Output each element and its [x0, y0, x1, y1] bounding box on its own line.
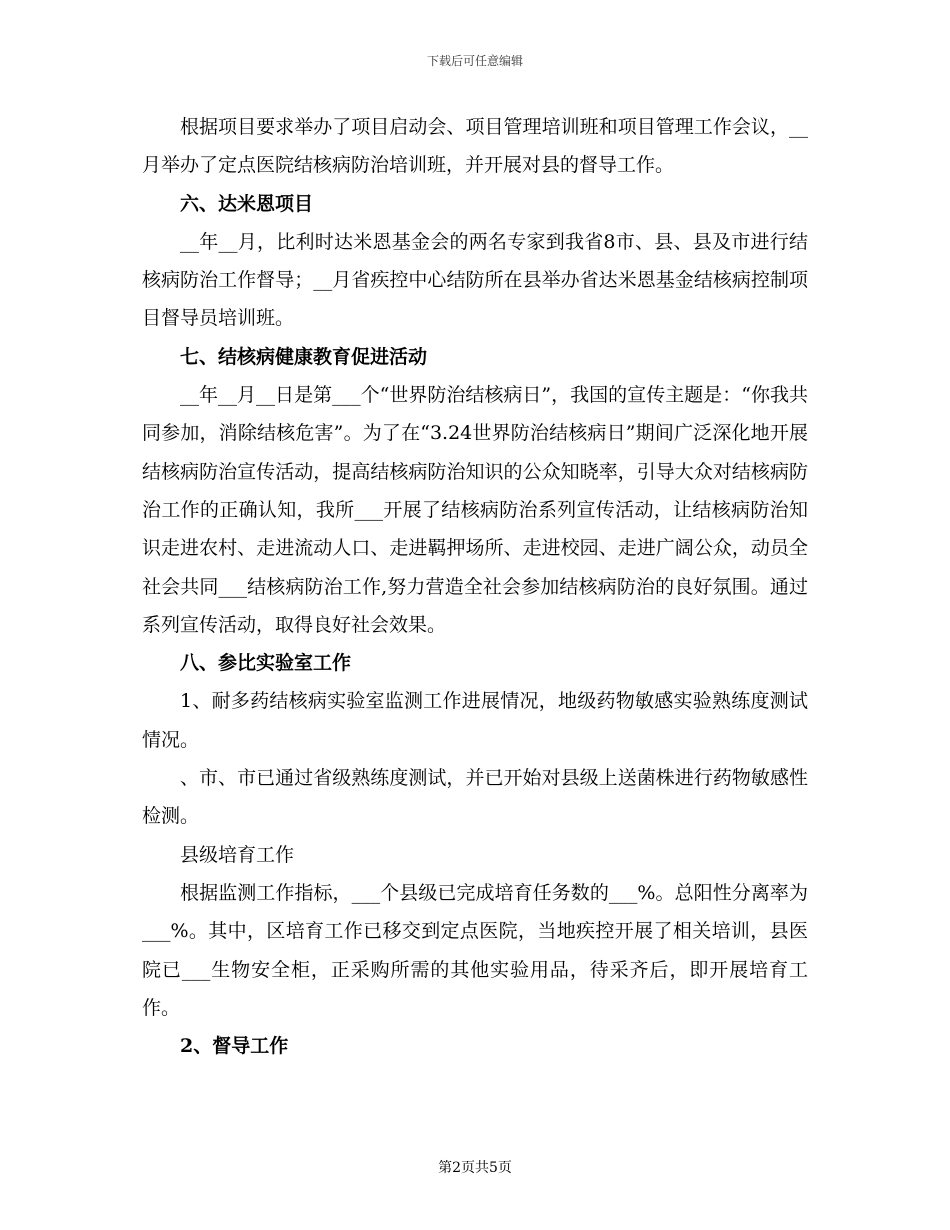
paragraph-mdr-monitoring: 1、耐多药结核病实验室监测工作进展情况，地级药物敏感实验熟练度测试情况。	[142, 690, 808, 751]
paragraph-project-meetings: 根据项目要求举办了项目启动会、项目管理培训班和项目管理工作会议，__月举办了定点医院结核病防治培训班，并开展对县的督导工作。	[142, 116, 808, 177]
paragraph-damien-project: __年__月，比利时达米恩基金会的两名专家到我省8市、县、县及市进行结核病防治工作督导；__月省疾控中心结防所在县举办省达米恩基金结核病控制项目督导员培训班。	[142, 230, 808, 330]
heading-section-6: 六、达米恩项目	[180, 192, 314, 215]
paragraph-health-education: __年__月__日是第___个“世界防治结核病日”，我国的宣传主题是：“你我共同参加，消除结核危害”。为了在“3.24世界防治结核病日”期间广泛深化地开展结核病防治宣传活动，提高结核病防治知识的公众知晓率，引导大众对结核病防治工作的正确认知，我所___开展了结核病防治系列宣传活动，让结核病防治知识走进农村、走进流动人口、走进羁押场所、走进校园、走进广阔公众，动员全社会共同___结核病防治工作,努力营造全社会参加结核病防治的良好氛围。通过系列宣传活动，取得良好社会效果。	[142, 384, 808, 636]
paragraph-proficiency-test: 、市、市已通过省级熟练度测试，并已开始对县级上送菌株进行药物敏感性检测。	[142, 767, 808, 828]
page-header-note: 下载后可任意编辑	[426, 54, 523, 68]
heading-section-8: 八、参比实验室工作	[180, 652, 352, 675]
heading-section-7: 七、结核病健康教育促进活动	[180, 345, 428, 368]
document-body	[142, 108, 808, 1065]
page-number: 第2页共5页	[438, 1160, 512, 1176]
heading-supervision: 2、督导工作	[180, 1035, 289, 1058]
paragraph-county-culture: 根据监测工作指标，___个县级已完成培育任务数的___%。总阳性分离率为___%。其中，区培育工作已移交到定点医院，当地疾控开展了相关培训，县医院已___生物安全柜，正采购所需的其他实验用品，待采齐后，即开展培育工作。	[142, 881, 808, 1019]
paragraph-county-culture-title: 县级培育工作	[180, 843, 295, 866]
